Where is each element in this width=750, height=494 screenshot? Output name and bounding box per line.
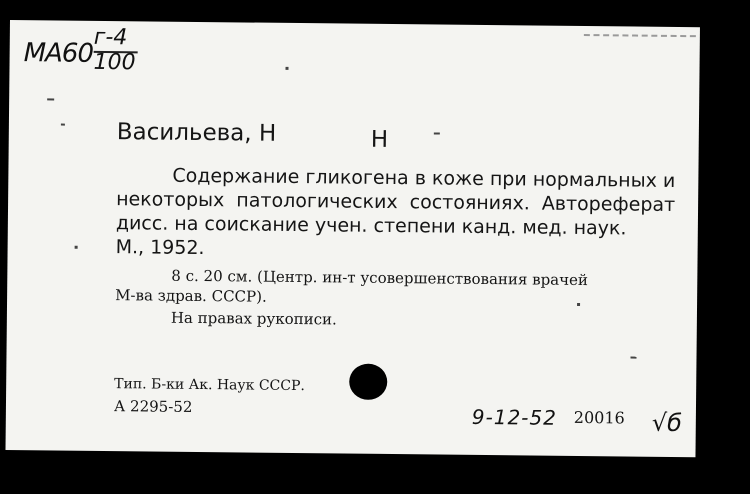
shelfmark-denominator: 100 <box>93 49 136 76</box>
collation-line-2: М-ва здрав. СССР). <box>115 286 267 306</box>
ink-speck <box>577 303 580 306</box>
shelfmark-numerator: г-4 <box>93 24 128 51</box>
ink-speck <box>630 357 636 359</box>
rights-note: На правах рукописи. <box>170 308 337 329</box>
title-line-1: Содержание гликогена в коже при нормальных и <box>172 164 676 192</box>
check-mark-icon: √б <box>651 408 683 438</box>
printer-imprint: Тип. Б-ки Ак. Наук СССР. <box>114 376 305 395</box>
title-line-3: дисс. на соискание учен. степени канд. мед. наук. <box>115 212 627 240</box>
faint-ink-mark <box>584 34 696 40</box>
publication-place-year: М., 1952. <box>115 236 205 260</box>
ink-speck <box>434 132 440 134</box>
order-number: А 2295-52 <box>113 397 193 416</box>
ink-speck <box>285 67 288 70</box>
title-line-2: некоторых патологических состояниях. Автореферат <box>116 188 676 216</box>
ink-speck <box>75 246 78 249</box>
collation-line-1: 8 с. 20 см. (Центр. ин-т усовершенствования врачей <box>171 266 589 290</box>
shelfmark-prefix: МА60 <box>23 38 94 69</box>
author-initial: Н <box>370 126 389 153</box>
accession-number: 20016 <box>573 407 625 428</box>
author-name: Васильева, Н <box>116 119 277 147</box>
punch-hole <box>349 364 387 400</box>
ink-speck <box>47 98 54 100</box>
stamp-date: 9-12-52 <box>471 404 558 430</box>
catalog-card <box>5 20 699 457</box>
ink-speck <box>61 124 65 126</box>
